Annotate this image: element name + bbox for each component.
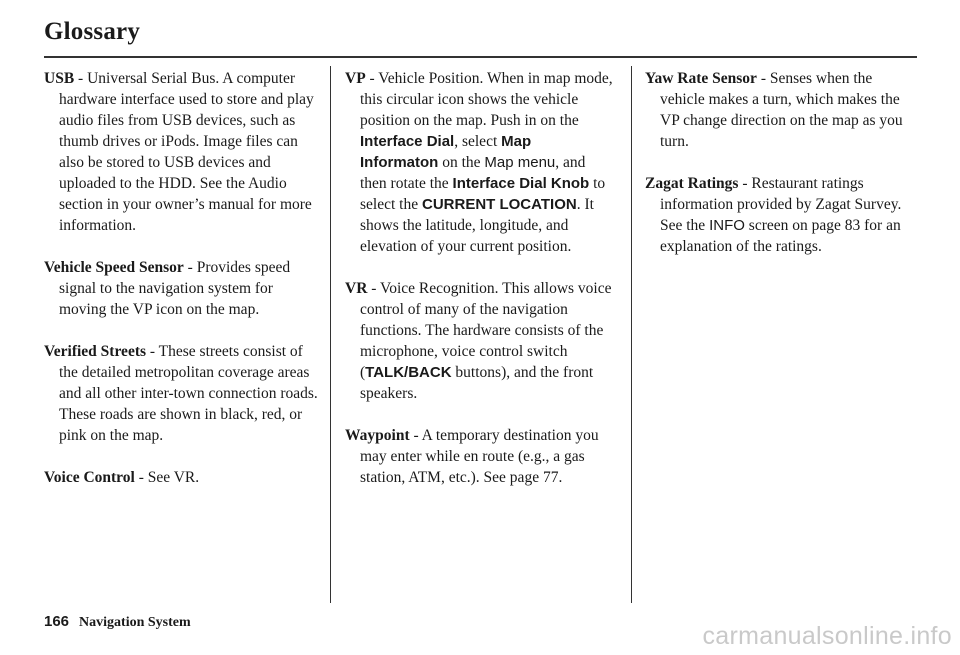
definition-vp-part2: , select	[454, 133, 502, 150]
glossary-column-2	[345, 68, 613, 509]
watermark: carmanualsonline.info	[702, 622, 952, 650]
definition-vr-part2: buttons), and the front speakers.	[360, 364, 594, 402]
glossary-column-3	[645, 68, 915, 278]
definition-vp-part4: , and then rotate the	[360, 154, 586, 192]
page-number: 166	[44, 613, 70, 630]
entry-vr	[345, 278, 613, 404]
title-rule	[44, 56, 917, 58]
definition-vr-part1: - Voice Recognition. This allows voice control of many of the navigation functions. The hardware consists of the microphone, voice control switch (	[360, 280, 612, 381]
term-verified-streets: Verified Streets	[44, 343, 147, 360]
entry-verified-streets	[44, 341, 322, 446]
entry-waypoint	[345, 425, 613, 488]
ui-label-map-informaton: Map Informaton	[360, 133, 532, 171]
column-divider-2	[631, 66, 632, 603]
term-yaw-rate-sensor: Yaw Rate Sensor	[645, 70, 757, 87]
ui-label-talk-back: TALK/BACK	[365, 364, 452, 381]
entry-yaw-rate-sensor	[645, 68, 915, 152]
glossary-column-1	[44, 68, 322, 509]
ui-label-current-location: CURRENT LOCATION	[421, 196, 577, 213]
term-vr: VR	[345, 280, 368, 297]
definition-zagat-part2: screen on page 83 for an explanation of the ratings.	[660, 217, 901, 255]
ui-label-map-menu: Map menu	[484, 154, 556, 171]
term-vp: VP	[345, 70, 366, 87]
definition-vp-part5: to select the	[360, 175, 606, 213]
page-footer	[44, 613, 191, 631]
term-voice-control: Voice Control	[44, 469, 135, 486]
entry-usb	[44, 68, 322, 236]
term-zagat-ratings: Zagat Ratings	[645, 175, 739, 192]
ui-label-interface-dial-knob: Interface Dial Knob	[452, 175, 590, 192]
definition-verified-streets: - These streets consist of the detailed metropolitan coverage areas and all other inter-town connection roads. These roads are shown in black, red, or pink on the map.	[59, 343, 318, 444]
definition-usb: - Universal Serial Bus. A computer hardware interface used to store and play audio files from USB devices, such as thumb drives or iPods. Image files can also be stored to USB devices and uploaded to the HDD. See the Audio section in your owner’s manual for more information.	[59, 70, 314, 234]
ui-label-interface-dial: Interface Dial	[360, 133, 455, 150]
definition-voice-control: - See VR.	[134, 469, 200, 486]
definition-vp-part6: . It shows the latitude, longitude, and elevation of your current position.	[360, 196, 594, 255]
definition-yaw-rate-sensor: - Senses when the vehicle makes a turn, which makes the VP change direction on the map as you turn.	[660, 70, 903, 150]
page-title: Glossary	[44, 18, 141, 45]
entry-voice-control	[44, 467, 322, 488]
definition-vehicle-speed-sensor: - Provides speed signal to the navigation system for moving the VP icon on the map.	[59, 259, 291, 318]
term-vehicle-speed-sensor: Vehicle Speed Sensor	[44, 259, 184, 276]
footer-section-label: Navigation System	[79, 615, 191, 630]
ui-label-info: INFO	[709, 217, 745, 234]
term-waypoint: Waypoint	[345, 427, 410, 444]
entry-vp	[345, 68, 613, 257]
entry-zagat-ratings	[645, 173, 915, 257]
term-usb: USB	[44, 70, 75, 87]
column-divider-1	[330, 66, 331, 603]
definition-zagat-part1: - Restaurant ratings information provided by Zagat Survey. See the	[660, 175, 902, 234]
entry-vehicle-speed-sensor	[44, 257, 322, 320]
definition-vp-part3: on the	[438, 154, 485, 171]
definition-vp-part1: - Vehicle Position. When in map mode, this circular icon shows the vehicle position on the map. Push in on the	[360, 70, 613, 129]
definition-waypoint: - A temporary destination you may enter while en route (e.g., a gas station, ATM, etc.). See page 77.	[360, 427, 599, 486]
